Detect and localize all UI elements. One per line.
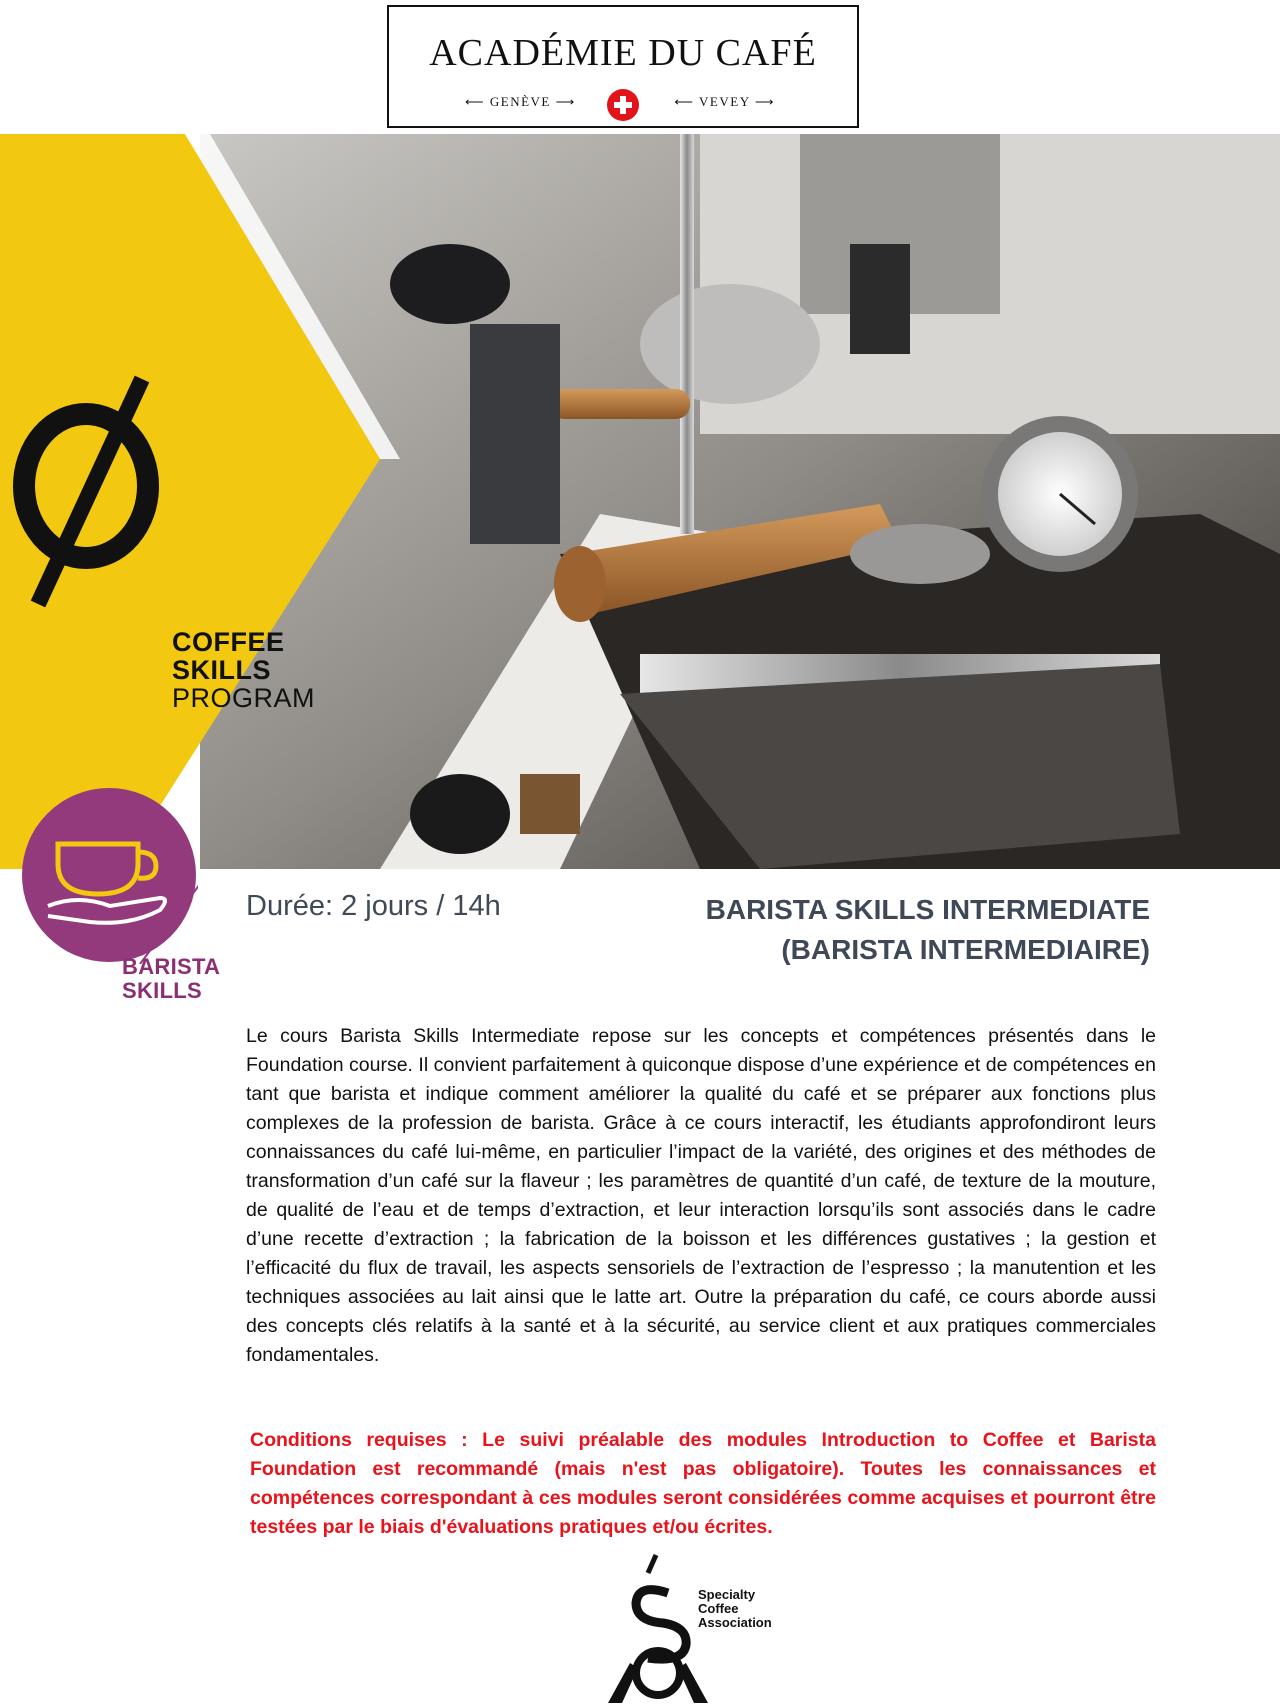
course-duration: Durée: 2 jours / 14h <box>246 890 501 922</box>
logo-city-geneve: ⟵ GENÈVE ⟶ <box>465 94 576 109</box>
course-title-line-2: (BARISTA INTERMEDIAIRE) <box>781 934 1150 965</box>
sca-label <box>698 1588 772 1630</box>
swiss-cross-icon <box>606 88 640 122</box>
program-line-3: PROGRAM <box>172 683 316 713</box>
logo-title: ACADÉMIE DU CAFÉ <box>429 32 817 74</box>
sca-line-1: Specialty <box>698 1587 756 1602</box>
course-title <box>706 890 1150 970</box>
coffee-skills-program-label <box>172 628 315 712</box>
barista-skills-cup-icon <box>20 786 198 964</box>
sca-line-2: Coffee <box>698 1601 739 1616</box>
course-description: Le cours Barista Skills Intermediate repose sur les concepts et compétences présentés dans le Foundation course. Il convient parfaitement à quiconque dispose d’une expérience et de compétences en tant que barista et indique comment améliorer la qualité du café et se préparer aux fonctions plus complexes de la profession de barista. Grâce à ce cours interactif, les étudiants approfondiront leurs connaissances du café lui-même, en particulier l’impact de la variété, des origines et des méthodes de transformation d’un café sur la flaveur ; les paramètres de quantité d’un café, de texture de la mouture, de qualité de l’eau et de temps d’extraction, et leur interaction lorsqu’ils sont associés dans le cadre d’une recette d’extraction ; la fabrication de la boisson et les différences gustatives ; la gestion et l’efficacité du flux de travail, les aspects sensoriels de l’extraction de l’espresso ; la manutention et les techniques associées au lait ainsi que le latte art. Outre la préparation du café, ce cours aborde aussi des concepts clés relatifs à la santé et à la sécurité, au service client et aux pratiques commerciales fondamentales. <box>246 1025 1156 1366</box>
program-line-1: COFFEE <box>172 627 285 657</box>
badge-line-2: SKILLS <box>122 978 203 1003</box>
course-conditions: Conditions requises : Le suivi préalable des modules Introduction to Coffee et Barista Foundation est recommandé (mais n'est pas obligatoire). Toutes les connaissances et compétences correspondant à ces modules seront considérées comme acquises et pourront être testées par le biais d'évaluations pratiques et/ou écrites. <box>250 1429 1156 1538</box>
academie-logo <box>387 5 859 128</box>
espresso-machine-photo <box>0 134 1280 869</box>
badge-line-1: BARISTA <box>122 954 221 979</box>
program-line-2: SKILLS <box>172 655 272 685</box>
sca-line-3: Association <box>698 1615 772 1630</box>
barista-skills-label <box>122 955 220 1003</box>
course-title-line-1: BARISTA SKILLS INTERMEDIATE <box>705 894 1150 925</box>
logo-city-vevey: ⟵ VEVEY ⟶ <box>674 94 775 109</box>
hero-banner <box>0 134 1280 869</box>
